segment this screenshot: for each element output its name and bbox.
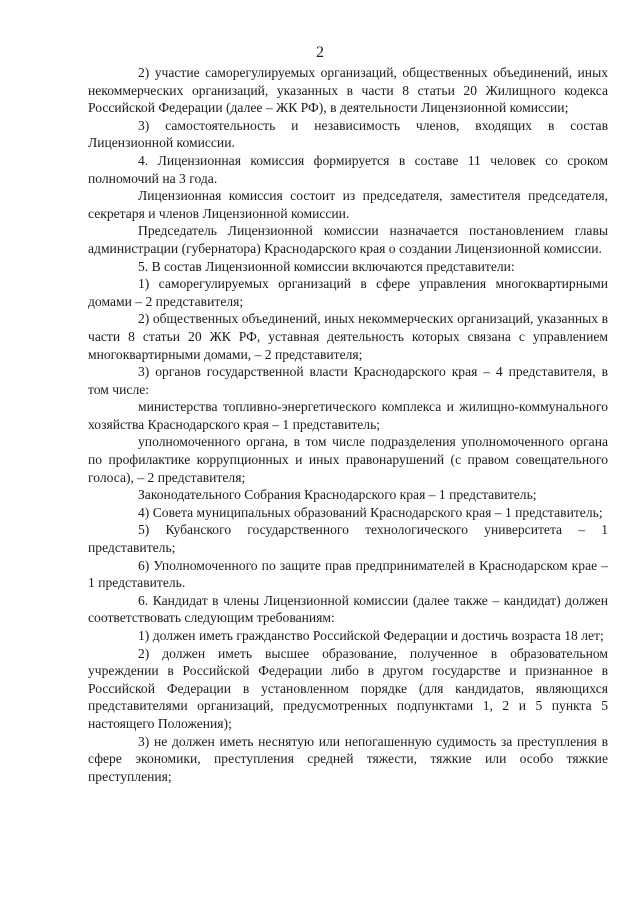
paragraph: 3) не должен иметь неснятую или непогашенную судимость за преступления в сфере экономики, преступления средней тяжести, тяжкие или особо тяжкие преступления; — [88, 733, 608, 784]
page-number: 2 — [316, 44, 324, 61]
paragraph: 2) участие саморегулируемых организаций, общественных объединений, иных некоммерческих организаций, указанных в части 8 статьи 20 Жилищного кодекса Российской Федерации (далее – ЖК РФ), в деятельности Лицензионной комиссии; — [88, 65, 608, 116]
paragraph: 4) Совета муниципальных образований Краснодарского края – 1 представитель; — [138, 504, 603, 520]
paragraph: 4. Лицензионная комиссия формируется в составе 11 человек со сроком полномочий на 3 года. — [88, 152, 608, 186]
paragraph: 2) общественных объединений, иных некоммерческих организаций, указанных в части 8 статьи 20 ЖК РФ, уставная деятельность которых связана с управлением многоквартирными домами, – 2 представителя; — [88, 311, 608, 362]
paragraph: министерства топливно-энергетического комплекса и жилищно-коммунального хозяйства Краснодарского края – 1 представитель; — [88, 399, 608, 432]
paragraph: 5) Кубанского государственного технологического университета – 1 представитель; — [88, 522, 608, 556]
paragraph: Лицензионная комиссия состоит из председателя, заместителя председателя, секретаря и членов Лицензионной комиссии. — [88, 188, 608, 221]
paragraph: 5. В состав Лицензионной комиссии включаются представители: — [138, 258, 515, 274]
paragraph: 6. Кандидат в члены Лицензионной комиссии (далее также – кандидат) должен соответствовать следующим требованиям: — [88, 592, 608, 626]
paragraph: уполномоченного органа, в том числе подразделения уполномоченного органа по профилактике коррупционных и иных правонарушений (с правом совещательного голоса), – 2 представителя; — [88, 434, 608, 485]
paragraph: 1) саморегулируемых организаций в сфере управления многоквартирными домами – 2 представителя; — [88, 276, 608, 309]
paragraph: Законодательного Собрания Краснодарского края – 1 представитель; — [138, 487, 537, 503]
paragraph: 2) должен иметь высшее образование, полученное в образовательном учреждении в Российской Федерации либо в другом государстве и признанное в Российской Федерации в установленном порядке (для кандидатов, являющихся представителями организаций, предусмотренных подпунктами 1, 2 и 5 пункта 5 настоящего Положения); — [88, 645, 608, 731]
paragraph: 3) самостоятельность и независимость членов, входящих в состав Лицензионной комиссии. — [88, 117, 608, 151]
paragraph: 1) должен иметь гражданство Российской Федерации и достичь возраста 18 лет; — [138, 628, 604, 643]
paragraph: 6) Уполномоченного по защите прав предпринимателей в Краснодарском крае – 1 представитель. — [88, 557, 608, 591]
paragraph: Председатель Лицензионной комиссии назначается постановлением главы администрации (губернатора) Краснодарского края о создании Лицензионной комиссии. — [88, 223, 608, 256]
document-body — [88, 64, 608, 785]
paragraph: 3) органов государственной власти Краснодарского края – 4 представителя, в том числе: — [88, 364, 608, 397]
